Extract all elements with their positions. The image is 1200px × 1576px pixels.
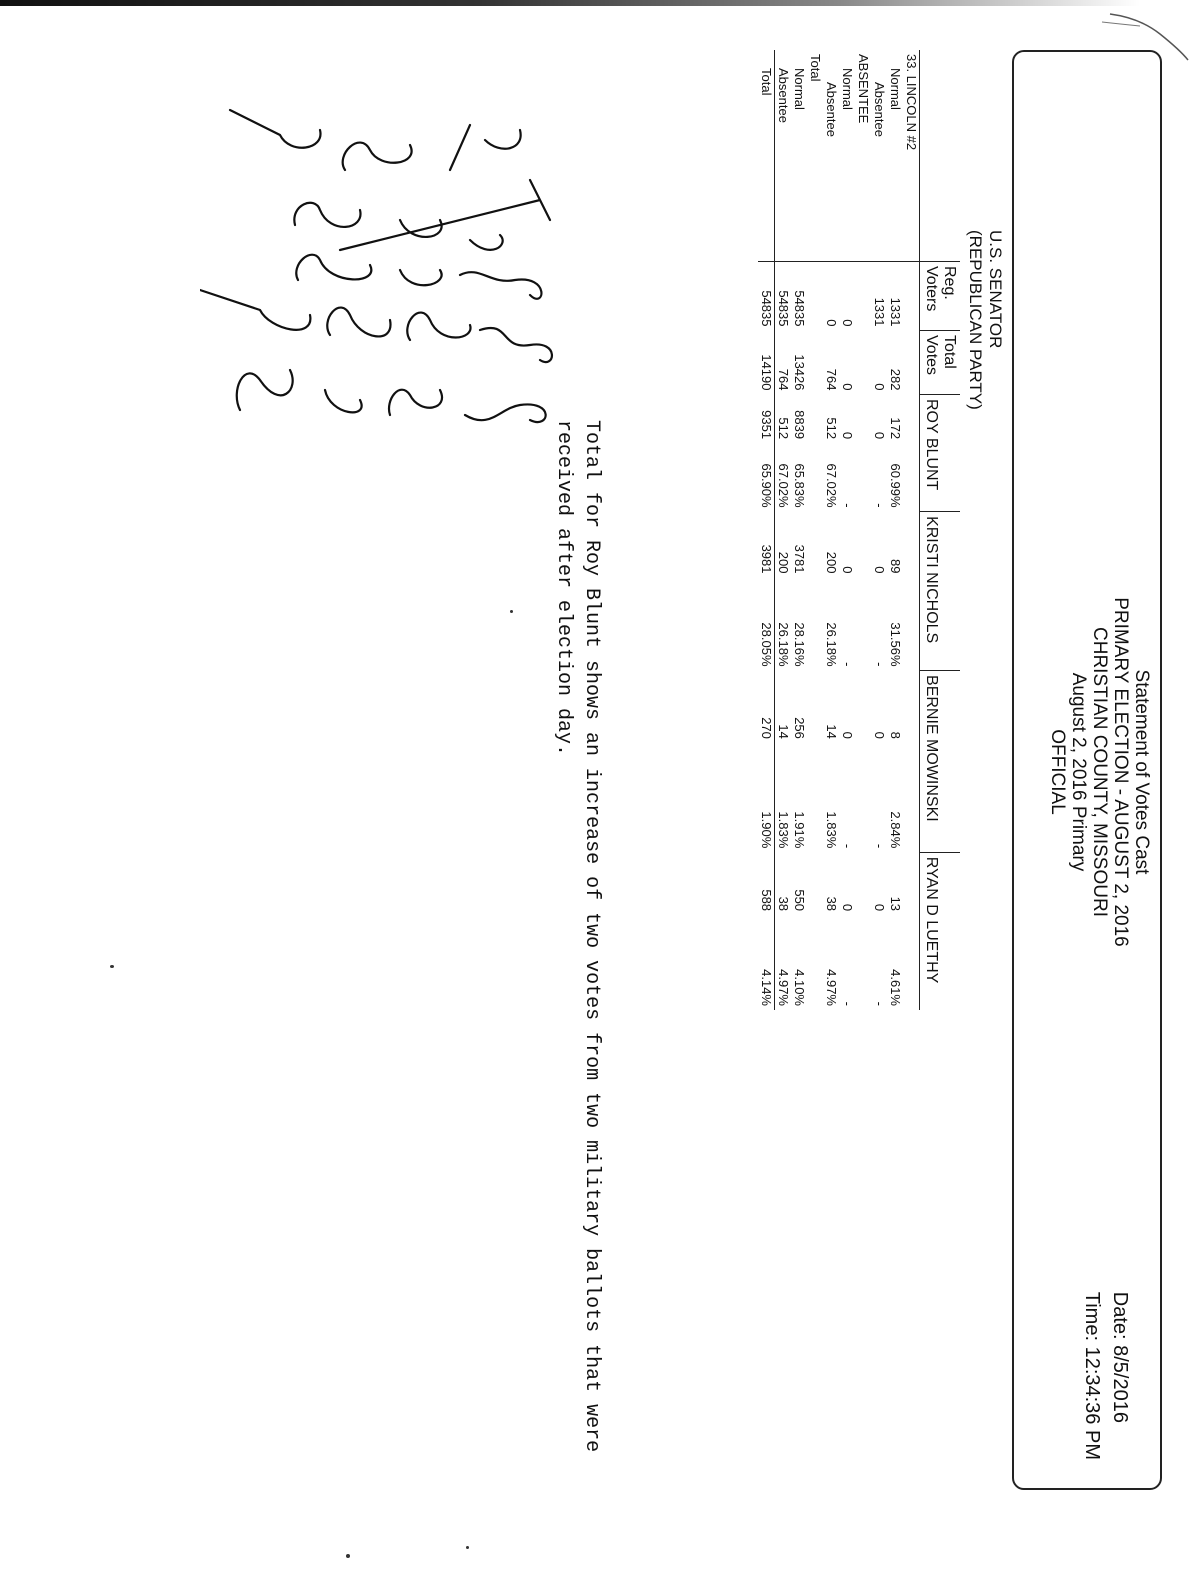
report-timestamp bbox=[1078, 1292, 1134, 1460]
total-votes-cell: 13426 bbox=[792, 354, 807, 391]
scan-edge-artifact bbox=[0, 0, 1200, 6]
kristi-nichols-votes-cell bbox=[903, 512, 920, 578]
candidate-header-bernie-mowinski: BERNIE MOWINSKI bbox=[920, 671, 961, 853]
bernie-mowinski-votes-cell bbox=[855, 671, 871, 743]
reg-voters-cell: 1331 bbox=[872, 297, 887, 327]
kristi-nichols-percent-cell: 31.56% bbox=[888, 622, 903, 667]
ryan-luethy-votes-cell bbox=[903, 852, 920, 915]
reg-voters-cell: 0 bbox=[824, 319, 839, 327]
roy-blunt-votes-cell bbox=[807, 395, 823, 444]
ryan-luethy-percent-cell: 4.97% bbox=[776, 969, 791, 1006]
row-label: 33. LINCOLN #2 bbox=[903, 50, 920, 262]
kristi-nichols-percent-cell: 28.16% bbox=[792, 622, 807, 667]
reg-voters-cell: 1331 bbox=[888, 297, 903, 327]
bernie-mowinski-percent-cell: 1.90% bbox=[758, 743, 775, 852]
bernie-mowinski-percent-cell: - bbox=[872, 843, 887, 849]
footnote: Total for Roy Blunt shows an increase of two votes from two military ballots that were received after election day. bbox=[552, 420, 603, 1453]
kristi-nichols-percent-cell: - bbox=[872, 662, 887, 667]
total-votes-header: Total Votes bbox=[920, 331, 961, 395]
kristi-nichols-votes-cell: 89 bbox=[888, 559, 903, 574]
table-row bbox=[775, 50, 792, 1010]
total-votes-cell: 282 bbox=[888, 368, 903, 391]
official-label: OFFICIAL bbox=[1047, 729, 1068, 815]
report-date: Date: 8/5/2016 bbox=[1109, 1291, 1131, 1423]
roy-blunt-percent-cell bbox=[903, 443, 920, 512]
total-votes-cell: 0 bbox=[872, 383, 887, 391]
roy-blunt-votes-cell: 0 bbox=[872, 431, 887, 440]
ryan-luethy-votes-cell: 0 bbox=[840, 903, 855, 912]
bernie-mowinski-votes-cell bbox=[807, 671, 823, 743]
roy-blunt-votes-cell bbox=[903, 395, 920, 444]
kristi-nichols-votes-cell: 3981 bbox=[758, 512, 775, 578]
ryan-luethy-percent-cell: - bbox=[840, 1001, 855, 1006]
roy-blunt-votes-cell: 0 bbox=[840, 431, 855, 440]
reg-voters-cell: 54835 bbox=[758, 262, 775, 331]
scan-speck bbox=[466, 1546, 469, 1549]
total-votes-cell bbox=[903, 331, 920, 395]
bernie-mowinski-percent-cell bbox=[903, 743, 920, 852]
bernie-mowinski-percent-cell bbox=[855, 743, 871, 852]
kristi-nichols-votes-cell: 0 bbox=[872, 566, 887, 574]
ryan-luethy-percent-cell: 4.97% bbox=[824, 969, 839, 1006]
precinct-column-header bbox=[920, 50, 961, 262]
ryan-luethy-votes-cell bbox=[807, 852, 823, 915]
bernie-mowinski-percent-cell: 1.83% bbox=[824, 811, 839, 849]
ryan-luethy-votes-cell: 588 bbox=[758, 852, 775, 915]
kristi-nichols-percent-cell: 28.05% bbox=[758, 577, 775, 670]
bernie-mowinski-votes-cell: 256 bbox=[792, 717, 807, 739]
roy-blunt-percent-cell: 65.90% bbox=[758, 443, 775, 512]
candidate-header-roy-blunt: ROY BLUNT bbox=[920, 395, 961, 512]
roy-blunt-percent-cell bbox=[807, 443, 823, 512]
ryan-luethy-percent-cell: 4.14% bbox=[758, 915, 775, 1010]
ryan-luethy-votes-cell bbox=[855, 852, 871, 915]
bernie-mowinski-percent-cell: 1.91% bbox=[792, 811, 807, 849]
scan-speck bbox=[110, 965, 114, 968]
kristi-nichols-votes-cell: 200 bbox=[776, 551, 791, 574]
roy-blunt-votes-cell: 172 bbox=[888, 417, 903, 440]
table-row bbox=[887, 50, 903, 1010]
kristi-nichols-percent-cell: - bbox=[840, 662, 855, 667]
roy-blunt-percent-cell: - bbox=[840, 503, 855, 508]
table-row bbox=[791, 50, 807, 1010]
total-votes-cell: 764 bbox=[824, 368, 839, 391]
kristi-nichols-votes-cell: 0 bbox=[840, 566, 855, 574]
row-label: Total bbox=[758, 50, 775, 262]
bernie-mowinski-percent-cell: 1.83% bbox=[776, 811, 791, 849]
row-label: Absentee bbox=[871, 50, 887, 262]
ryan-luethy-percent-cell: - bbox=[872, 1001, 887, 1006]
total-votes-cell: 14190 bbox=[758, 331, 775, 395]
bernie-mowinski-votes-cell: 14 bbox=[824, 724, 839, 739]
row-label: ABSENTEE bbox=[855, 50, 871, 262]
roy-blunt-votes-cell: 512 bbox=[776, 417, 791, 440]
reg-voters-cell bbox=[903, 262, 920, 331]
report-title: Statement of Votes Cast bbox=[1131, 669, 1152, 875]
results-header-row bbox=[920, 50, 961, 1010]
roy-blunt-percent-cell bbox=[855, 443, 871, 512]
bernie-mowinski-votes-cell: 0 bbox=[840, 731, 855, 739]
row-label: Normal bbox=[839, 50, 855, 262]
bernie-mowinski-percent-cell: 2.84% bbox=[888, 811, 903, 849]
reg-voters-header: Reg. Voters bbox=[920, 262, 961, 331]
kristi-nichols-percent-cell: 26.18% bbox=[776, 622, 791, 667]
ryan-luethy-percent-cell: 4.10% bbox=[792, 969, 807, 1006]
row-label: Absentee bbox=[823, 50, 839, 262]
contest-party: (REPUBLICAN PARTY) bbox=[966, 230, 985, 410]
roy-blunt-votes-cell: 9351 bbox=[758, 395, 775, 444]
ryan-luethy-percent-cell: 4.61% bbox=[888, 969, 903, 1006]
roy-blunt-votes-cell: 512 bbox=[824, 417, 839, 440]
bernie-mowinski-votes-cell: 8 bbox=[888, 731, 903, 739]
ryan-luethy-votes-cell: 550 bbox=[792, 889, 807, 912]
ryan-luethy-percent-cell bbox=[903, 915, 920, 1010]
ryan-luethy-votes-cell: 38 bbox=[776, 896, 791, 912]
roy-blunt-percent-cell: 67.02% bbox=[776, 463, 791, 508]
reg-voters-cell bbox=[855, 262, 871, 331]
total-votes-cell: 764 bbox=[776, 368, 791, 391]
total-votes-cell: 0 bbox=[840, 383, 855, 391]
contest-heading bbox=[965, 230, 1005, 410]
kristi-nichols-votes-cell: 200 bbox=[824, 551, 839, 574]
election-date: August 2, 2016 Primary bbox=[1068, 672, 1089, 872]
reg-voters-cell: 54835 bbox=[776, 290, 791, 327]
table-row bbox=[823, 50, 839, 1010]
roy-blunt-votes-cell bbox=[855, 395, 871, 444]
table-row bbox=[758, 50, 775, 1010]
roy-blunt-percent-cell: 65.83% bbox=[792, 463, 807, 508]
kristi-nichols-votes-cell: 3781 bbox=[792, 544, 807, 574]
bernie-mowinski-percent-cell bbox=[807, 743, 823, 852]
signatures-image bbox=[200, 70, 560, 450]
row-label: Absentee bbox=[775, 50, 792, 262]
roy-blunt-percent-cell: 67.02% bbox=[824, 463, 839, 508]
row-label: Total bbox=[807, 50, 823, 262]
kristi-nichols-percent-cell: 26.18% bbox=[824, 622, 839, 667]
bernie-mowinski-percent-cell: - bbox=[840, 843, 855, 849]
results-table bbox=[758, 50, 960, 1010]
table-row bbox=[855, 50, 871, 1010]
ryan-luethy-votes-cell: 38 bbox=[824, 896, 839, 912]
kristi-nichols-votes-cell bbox=[855, 512, 871, 578]
roy-blunt-percent-cell: 60.99% bbox=[888, 463, 903, 508]
kristi-nichols-votes-cell bbox=[807, 512, 823, 578]
bernie-mowinski-votes-cell: 270 bbox=[758, 671, 775, 743]
reg-voters-cell: 0 bbox=[840, 319, 855, 327]
ryan-luethy-percent-cell bbox=[807, 915, 823, 1010]
table-row bbox=[871, 50, 887, 1010]
bernie-mowinski-votes-cell: 14 bbox=[776, 724, 791, 739]
ryan-luethy-votes-cell: 13 bbox=[888, 896, 903, 912]
total-votes-cell bbox=[807, 331, 823, 395]
county-name: CHRISTIAN COUNTY, MISSOURI bbox=[1089, 627, 1110, 917]
roy-blunt-votes-cell: 8839 bbox=[792, 410, 807, 440]
contest-title: U.S. SENATOR bbox=[986, 230, 1005, 349]
reg-voters-cell: 54835 bbox=[792, 290, 807, 327]
table-row bbox=[839, 50, 855, 1010]
roy-blunt-percent-cell: - bbox=[872, 503, 887, 508]
table-row bbox=[903, 50, 920, 1010]
report-header bbox=[1012, 50, 1162, 1490]
kristi-nichols-percent-cell bbox=[903, 577, 920, 670]
kristi-nichols-percent-cell bbox=[807, 577, 823, 670]
bernie-mowinski-votes-cell bbox=[903, 671, 920, 743]
ryan-luethy-percent-cell bbox=[855, 915, 871, 1010]
scan-speck bbox=[346, 1554, 350, 1558]
kristi-nichols-percent-cell bbox=[855, 577, 871, 670]
ryan-luethy-votes-cell: 0 bbox=[872, 903, 887, 912]
results-body bbox=[758, 50, 920, 1010]
row-label: Normal bbox=[791, 50, 807, 262]
rotated-document-page bbox=[170, 50, 1170, 1490]
election-name: PRIMARY ELECTION - AUGUST 2, 2016 bbox=[1110, 597, 1131, 947]
report-title-block bbox=[1047, 352, 1152, 1192]
row-label: Normal bbox=[887, 50, 903, 262]
candidate-header-kristi-nichols: KRISTI NICHOLS bbox=[920, 512, 961, 671]
table-row bbox=[807, 50, 823, 1010]
candidate-header-ryan-luethy: RYAN D LUETHY bbox=[920, 852, 961, 1010]
total-votes-cell bbox=[855, 331, 871, 395]
report-time: Time: 12:34:36 PM bbox=[1081, 1291, 1103, 1460]
bernie-mowinski-votes-cell: 0 bbox=[872, 731, 887, 739]
reg-voters-cell bbox=[807, 262, 823, 331]
